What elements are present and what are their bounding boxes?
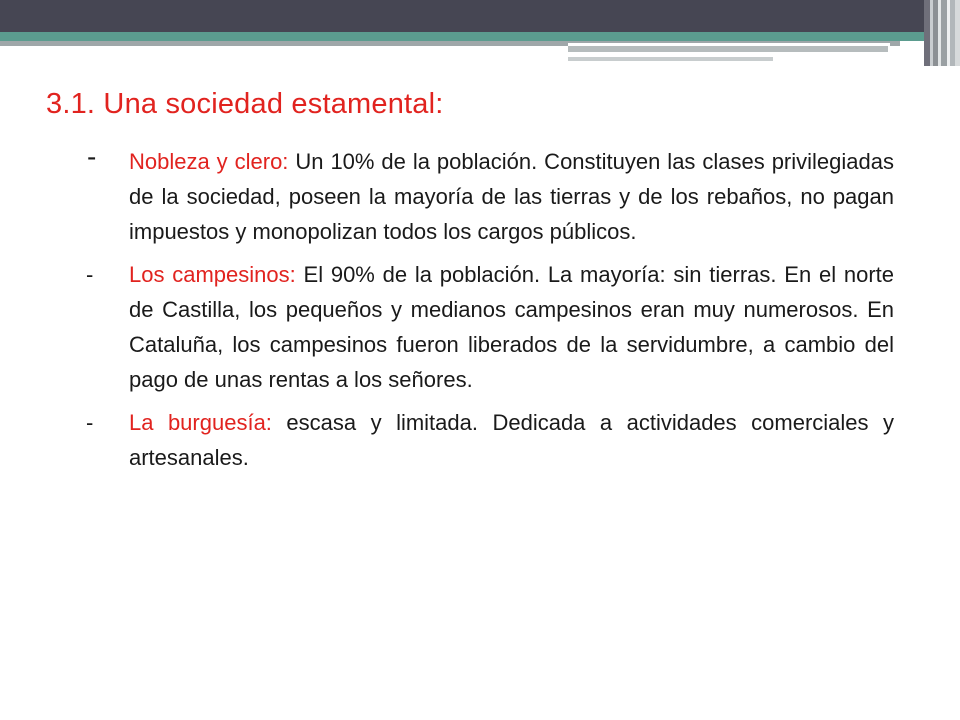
slide-title: 3.1. Una sociedad estamental: (46, 88, 444, 120)
bullet-marker: - (86, 410, 94, 435)
header-grey-rule-shorter (568, 57, 773, 61)
bullet-label: Los campesinos: (129, 262, 296, 287)
bullet-item-burguesia (86, 405, 894, 475)
bullet-label: Nobleza y clero: (129, 149, 289, 174)
bullet-list (86, 141, 894, 483)
bullet-text (129, 144, 894, 249)
bullet-item-campesinos (86, 257, 894, 397)
bullet-body: El 90% de la población. La mayoría: sin tierras. En el norte de Castilla, los pequeños y medianos campesinos eran muy numerosos. En Cataluña, los campesinos fueron liberados de la servidumbre, a cambio del pago de unas rentas a los señores. (129, 262, 894, 392)
header-grey-rule-short (568, 46, 888, 52)
header-dark-bar (0, 0, 960, 32)
bullet-label: La burguesía: (129, 410, 272, 435)
bullet-body: escasa y limitada. Dedicada a actividades comerciales y artesanales. (129, 410, 894, 470)
bullet-marker: - (87, 141, 97, 172)
bullet-text (129, 257, 894, 397)
header-teal-band (0, 32, 960, 41)
header-corner-stripes (924, 0, 960, 66)
bullet-body: Un 10% de la población. Constituyen las clases privilegiadas de la sociedad, poseen la mayoría de las tierras y de los rebaños, no pagan impuestos y monopolizan todos los cargos públicos. (129, 149, 894, 244)
bullet-marker: - (86, 262, 94, 287)
bullet-item-nobleza (86, 141, 894, 249)
bullet-text (129, 405, 894, 475)
